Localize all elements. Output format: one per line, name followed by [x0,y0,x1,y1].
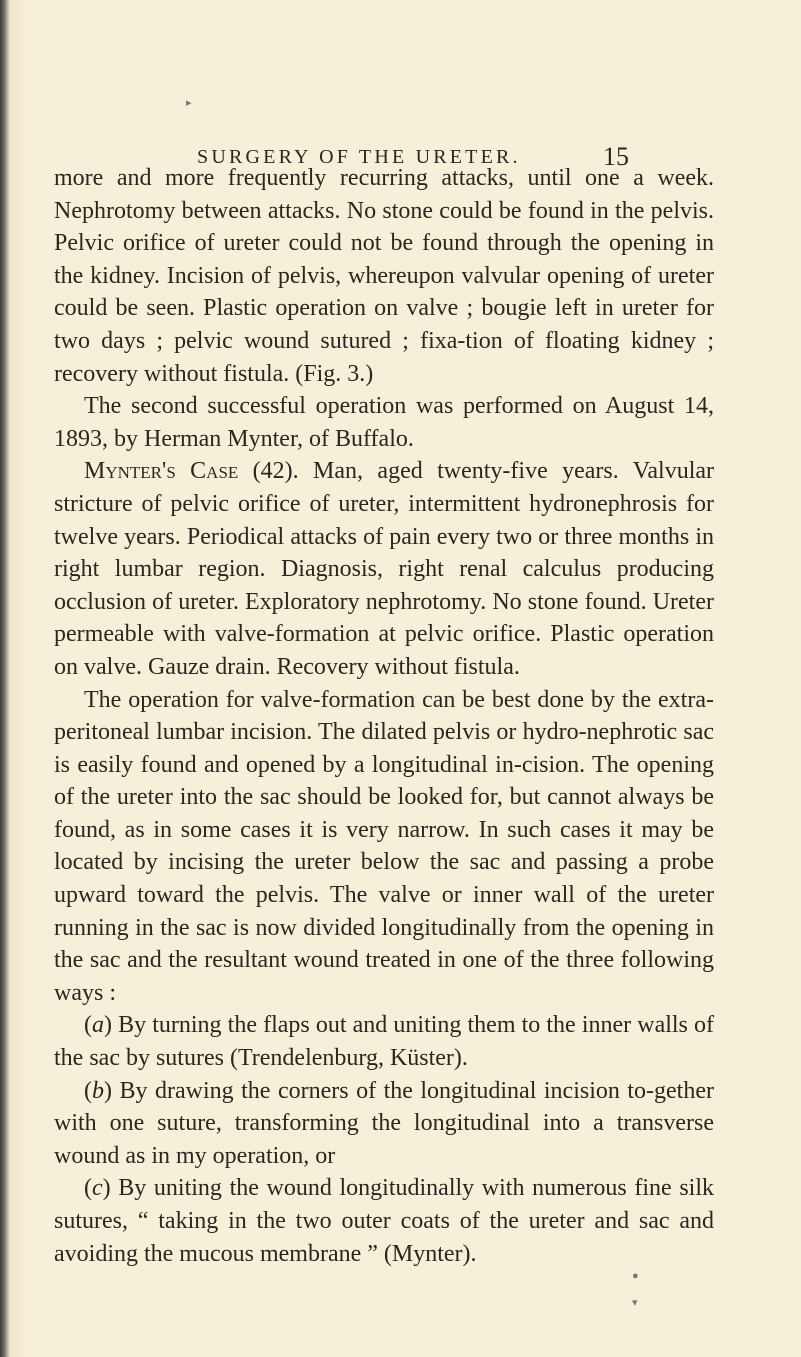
running-header: SURGERY OF THE URETER. [197,146,521,168]
paragraph-2: The second successful operation was performed on August 14, 1893, by Herman Mynter, of Buffalo. [54,393,714,452]
page-number: 15 [603,142,629,171]
list-item-b: (b) By drawing the corners of the longitudinal incision to-gether with one suture, transforming the longitudinal into a transverse wound as in my operation, or [54,1077,714,1169]
case-heading: Mynter's Case [84,458,239,485]
list-text-c: By uniting the wound longitudinally with numerous fine silk sutures, “ taking in the two outer coats of the ureter and sac and avoiding the mucous membrane ” (Mynter). [54,1175,714,1267]
ink-speck: ● [632,1270,639,1282]
ink-speck: ▸ [186,97,192,109]
paragraph-4: The operation for valve-formation can be best done by the extra-peritoneal lumbar incision. The dilated pelvis or hydro-nephrotic sac is easily found and opened by a longitudinal in-cision. The opening of the ureter into the sac should be looked for, but cannot always be found, as in some cases it is very narrow. In such cases it may be located by incising the ureter below the sac and passing a probe upward toward the pelvis. The valve or inner wall of the ureter running in the sac is now divided longitudinally from the opening in the sac and the resultant wound treated in one of the three following ways : [54,686,714,1006]
list-text-a: By turning the flaps out and uniting them to the inner walls of the sac by sutures (Trendelenburg, Küster). [54,1012,714,1072]
list-label-a: a [92,1012,104,1039]
list-label-c: c [92,1175,103,1202]
case-text: (42). Man, aged twenty-five years. Valvular stricture of pelvic orifice of ureter, intermittent hydronephrosis for twelve years. Periodical attacks of pain every two or three months in right lumbar region. Diagnosis, right renal calculus producing occlusion of ureter. Exploratory nephrotomy. No stone found. Ureter permeable with valve-formation at pelvic orifice. Plastic operation on valve. Gauze drain. Recovery without fistula. [54,458,715,680]
body-text [54,162,714,1270]
list-item-c: (c) By uniting the wound longitudinally with numerous fine silk sutures, “ taking in the two outer coats of the ureter and sac and avoiding the mucous membrane ” (Mynter). [54,1175,714,1267]
paragraph-3-case-report [54,455,714,683]
list-item-a: (a) By turning the flaps out and uniting them to the inner walls of the sac by sutures (Trendelenburg, Küster). [54,1012,714,1072]
ink-speck: ▾ [632,1297,638,1309]
list-label-b: b [92,1077,104,1104]
list-text-b: By drawing the corners of the longitudinal incision to-gether with one suture, transforming the longitudinal into a transverse wound as in my operation, or [54,1077,714,1169]
paragraph-1: more and more frequently recurring attacks, until one a week. Nephrotomy between attacks. No stone could be found in the pelvis. Pelvic orifice of ureter could not be found through the opening in the kidney. Incision of pelvis, whereupon valvular opening of ureter could be seen. Plastic operation on valve ; bougie left in ureter for two days ; pelvic wound sutured ; fixa-tion of floating kidney ; recovery without fistula. (Fig. 3.) [54,165,714,387]
